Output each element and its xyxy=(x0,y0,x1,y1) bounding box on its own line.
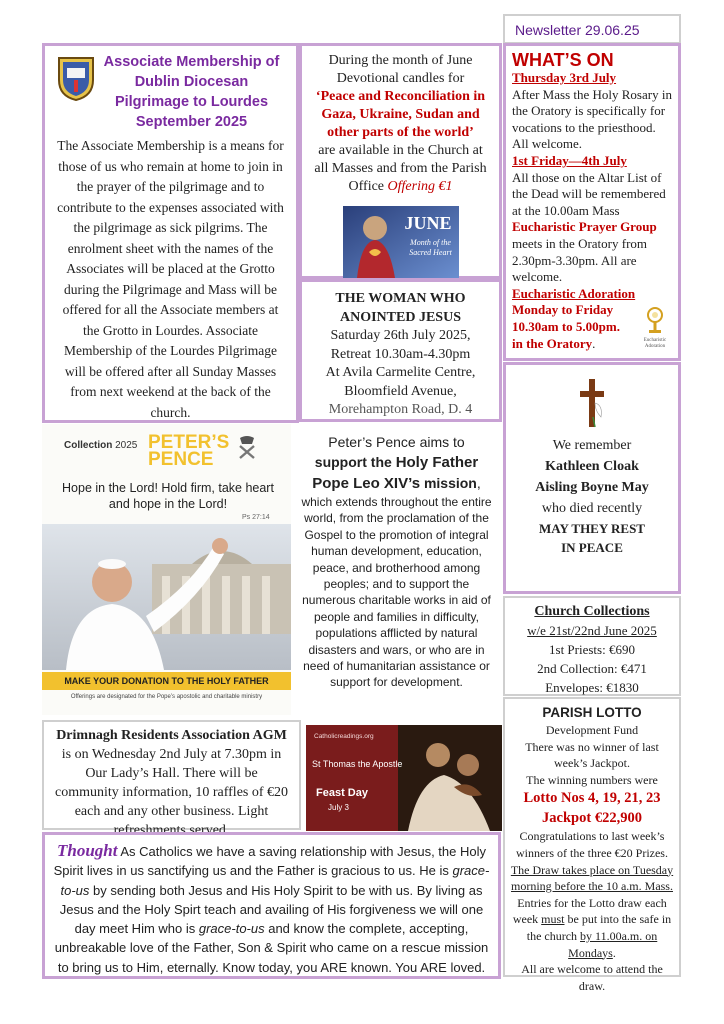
candles-availability: are available in the Church at all Masses and from the Parish Office xyxy=(314,143,487,194)
remember-died: who died recently xyxy=(541,501,643,516)
peters-bold-b: Holy Father Pope Leo XIV’s xyxy=(312,454,479,492)
poster-year: 2025 xyxy=(115,440,138,451)
retreat-title: THE WOMAN WHO ANOINTED JESUS xyxy=(335,291,466,325)
thought-grace-2: grace-to-us xyxy=(198,921,265,937)
june-candles-panel xyxy=(299,43,502,279)
peters-comma: , xyxy=(476,475,481,491)
lotto-fund: Development Fund xyxy=(545,723,639,737)
papal-keys-icon xyxy=(236,436,258,462)
candles-intention: ‘Peace and Reconciliation in Gaza, Ukraine, Sudan and other parts of the world’ xyxy=(315,89,486,140)
collections-line-3: Envelopes: €1830 xyxy=(545,680,639,695)
event-3-title: Eucharistic Prayer Group xyxy=(512,219,657,235)
remember-name-1: Kathleen Cloak xyxy=(545,459,639,474)
associate-membership-body: The Associate Membership is a means for those of us who remain at home to join in the prayer of the pilgrimage and to contribute to the expenses associated with the pilgrimage as sick pilgrims. The enrolment sheet with the names of the Associates will be placed at the Grotto during the Pilgrimage and Mass will be offered for all the Associate members at the Grotto in Lourdes. Associate Membership of the Lourdes Pilgrimage will be offered after all Sunday Masses from next weekend at the back of the church. xyxy=(57,138,284,420)
collections-week: w/e 21st/22nd June 2025 xyxy=(527,623,657,638)
event-2-text: All those on the Altar List of the Dead will be remembered at the 10.00am Mass xyxy=(512,169,666,218)
poster-collection-label: Collection xyxy=(64,440,113,451)
pope-waving-image xyxy=(42,524,291,670)
whats-on-panel xyxy=(503,43,681,361)
peters-pence-text xyxy=(291,424,502,720)
poster-brand xyxy=(148,434,229,468)
retreat-date: Saturday 26th July 2025, xyxy=(330,328,471,343)
parish-lotto-panel xyxy=(503,697,681,993)
st-thomas-feast-image xyxy=(306,725,502,831)
associate-membership-panel xyxy=(42,43,299,423)
newsletter-date-label: Newsletter 29.06.25 xyxy=(515,22,640,38)
event-1-date: Thursday 3rd July xyxy=(512,70,617,85)
lotto-title: PARISH LOTTO xyxy=(542,705,642,720)
retreat-time: Retreat 10.30am-4.30pm xyxy=(330,346,471,362)
remember-intro: We remember xyxy=(552,438,632,453)
doubting-thomas-painting xyxy=(398,725,502,831)
retreat-venue: At Avila Carmelite Centre, xyxy=(325,365,476,380)
pilgrimage-crest-icon xyxy=(55,54,97,102)
thought-part-1: As Catholics we have a saving relationship with Jesus, the Holy Spirit lives in us sanctifying us and the Father is gracious to us. He is xyxy=(53,844,486,879)
lotto-welcome: All are welcome to attend the draw. xyxy=(521,962,663,993)
event-1-text: After Mass the Holy Rosary in the Oratory is specifically for vocations to the priesthood. All welcome. xyxy=(512,86,672,152)
collections-line-1: 1st Priests: €690 xyxy=(549,642,635,657)
candles-offering: Offering €1 xyxy=(387,179,453,194)
thought-label: Thought xyxy=(56,841,118,860)
sacred-heart-image-subtitle: Month of the Sacred Heart xyxy=(409,238,452,257)
thought-grace-1: grace-to-us xyxy=(60,863,490,898)
retreat-panel xyxy=(299,279,502,422)
remember-name-2: Aisling Boyne May xyxy=(535,480,649,495)
lotto-congrats: Congratulations to last week’s winners of the three €20 Prizes. xyxy=(516,829,668,860)
candles-intro: During the month of June Devotional candles for xyxy=(328,53,473,86)
whats-on-title: WHAT’S ON xyxy=(512,50,614,70)
event-4-days: Monday to Friday xyxy=(512,302,614,318)
event-3-text: meets in the Oratory from 2.30pm-3.30pm. All are welcome. xyxy=(512,235,648,285)
lotto-entries-a: Entries for the Lotto draw each week xyxy=(512,895,667,927)
thought-panel xyxy=(42,832,501,979)
peters-bold-c: mission xyxy=(420,475,477,491)
lotto-no-winner: There was no winner of last week’s Jackpot. xyxy=(525,739,659,771)
lotto-jackpot: Jackpot €22,900 xyxy=(542,810,642,827)
poster-brand-line-2: PENCE xyxy=(148,449,214,470)
thomas-feast: Feast Day xyxy=(316,787,368,799)
drimnagh-title: Drimnagh Residents Association AGM xyxy=(56,728,287,743)
we-remember-panel xyxy=(503,362,681,594)
retreat-road: Morehampton Road, D. 4 xyxy=(328,402,473,417)
thomas-title: St Thomas the Apostle xyxy=(312,759,403,769)
poster-brand-line-1: PETER’S xyxy=(148,432,230,453)
peters-mission xyxy=(297,452,496,494)
lotto-draw-time: The Draw takes place on Tuesday morning before the 10 a.m. Mass. xyxy=(510,862,674,894)
thomas-site: Catholicreadings.org xyxy=(314,733,374,740)
lotto-deadline: by 11.00a.m. on Mondays xyxy=(568,928,658,960)
peters-pence-poster xyxy=(42,424,291,715)
lotto-entries-b: be put into the safe in the church xyxy=(526,912,672,943)
newsletter-date xyxy=(503,14,681,44)
church-collections-panel xyxy=(503,596,681,696)
poster-quote: Hope in the Lord! Hold firm, take heart and hope in the Lord! xyxy=(62,481,274,511)
retreat-street: Bloomfield Avenue, xyxy=(344,383,457,399)
collections-title: Church Collections xyxy=(534,604,650,619)
adoration-icon-label: Eucharistic Adoration xyxy=(643,338,667,350)
remember-rip: MAY THEY REST IN PEACE xyxy=(539,521,645,555)
associate-membership-title: Associate Membership of Dublin Diocesan Pilgrimage to Lourdes September 2025 xyxy=(103,54,280,130)
lotto-must: must xyxy=(541,912,565,927)
event-4-place: in the Oratory xyxy=(512,335,593,351)
lotto-period: . xyxy=(612,945,616,960)
event-4-title: Eucharistic Adoration xyxy=(512,285,636,301)
peters-lead: Peter’s Pence aims to xyxy=(328,434,465,450)
peters-bold-a: support the xyxy=(314,454,396,470)
event-4-period: . xyxy=(592,335,596,351)
thought-part-2: by sending both Jesus and His Holy Spirit to be with us. By living as Jesus and the Holy Spirt teach and availing of His forgiveness we will one day meet Him who is xyxy=(59,882,484,937)
cross-icon xyxy=(577,377,607,429)
lotto-numbers-intro: The winning numbers were xyxy=(526,772,658,787)
peters-rest: which extends throughout the entire world, from the proclamation of the Gospel to the promotion of integral human development, education, peace, and brotherhood among peoples; and to support the numerous charitable works in aid of people and families in difficulty, populations afflicted by natural disasters and wars, or who are in need of humanitarian assistance or support for development. xyxy=(301,495,492,690)
lotto-draw-info xyxy=(509,862,675,962)
event-2-date: 1st Friday—4th July xyxy=(512,152,627,168)
drimnagh-residents-panel xyxy=(42,720,301,838)
sacred-heart-image xyxy=(343,206,459,278)
event-4-time: 10.30am to 5.00pm. xyxy=(512,318,620,334)
sacred-heart-image-title: JUNE xyxy=(404,213,452,233)
poster-donate-banner[interactable]: MAKE YOUR DONATION TO THE HOLY FATHER xyxy=(42,672,291,690)
adoration-icon xyxy=(638,306,672,350)
poster-footnote: Offerings are designated for the Pope’s apostolic and charitable ministry xyxy=(70,694,263,700)
thought-part-3: and know the complete, accepting, unbreakable love of the Father, Son & Spirit who came on a rescue mission to bring us to Him, eternally. Know today, you ARE known. You ARE loved. xyxy=(54,921,489,975)
drimnagh-body: is on Wednesday 2nd July at 7.30pm in Our Lady’s Hall. There will be community information, 10 raffles of €20 each and any other business. Light refreshments served. xyxy=(54,747,289,838)
lotto-numbers: Lotto Nos 4, 19, 21, 23 xyxy=(523,790,661,807)
thomas-date: July 3 xyxy=(328,803,349,812)
collections-line-2: 2nd Collection: €471 xyxy=(537,661,647,676)
poster-quote-ref: Ps 27:14 xyxy=(242,514,270,521)
poster-collection xyxy=(64,440,137,451)
